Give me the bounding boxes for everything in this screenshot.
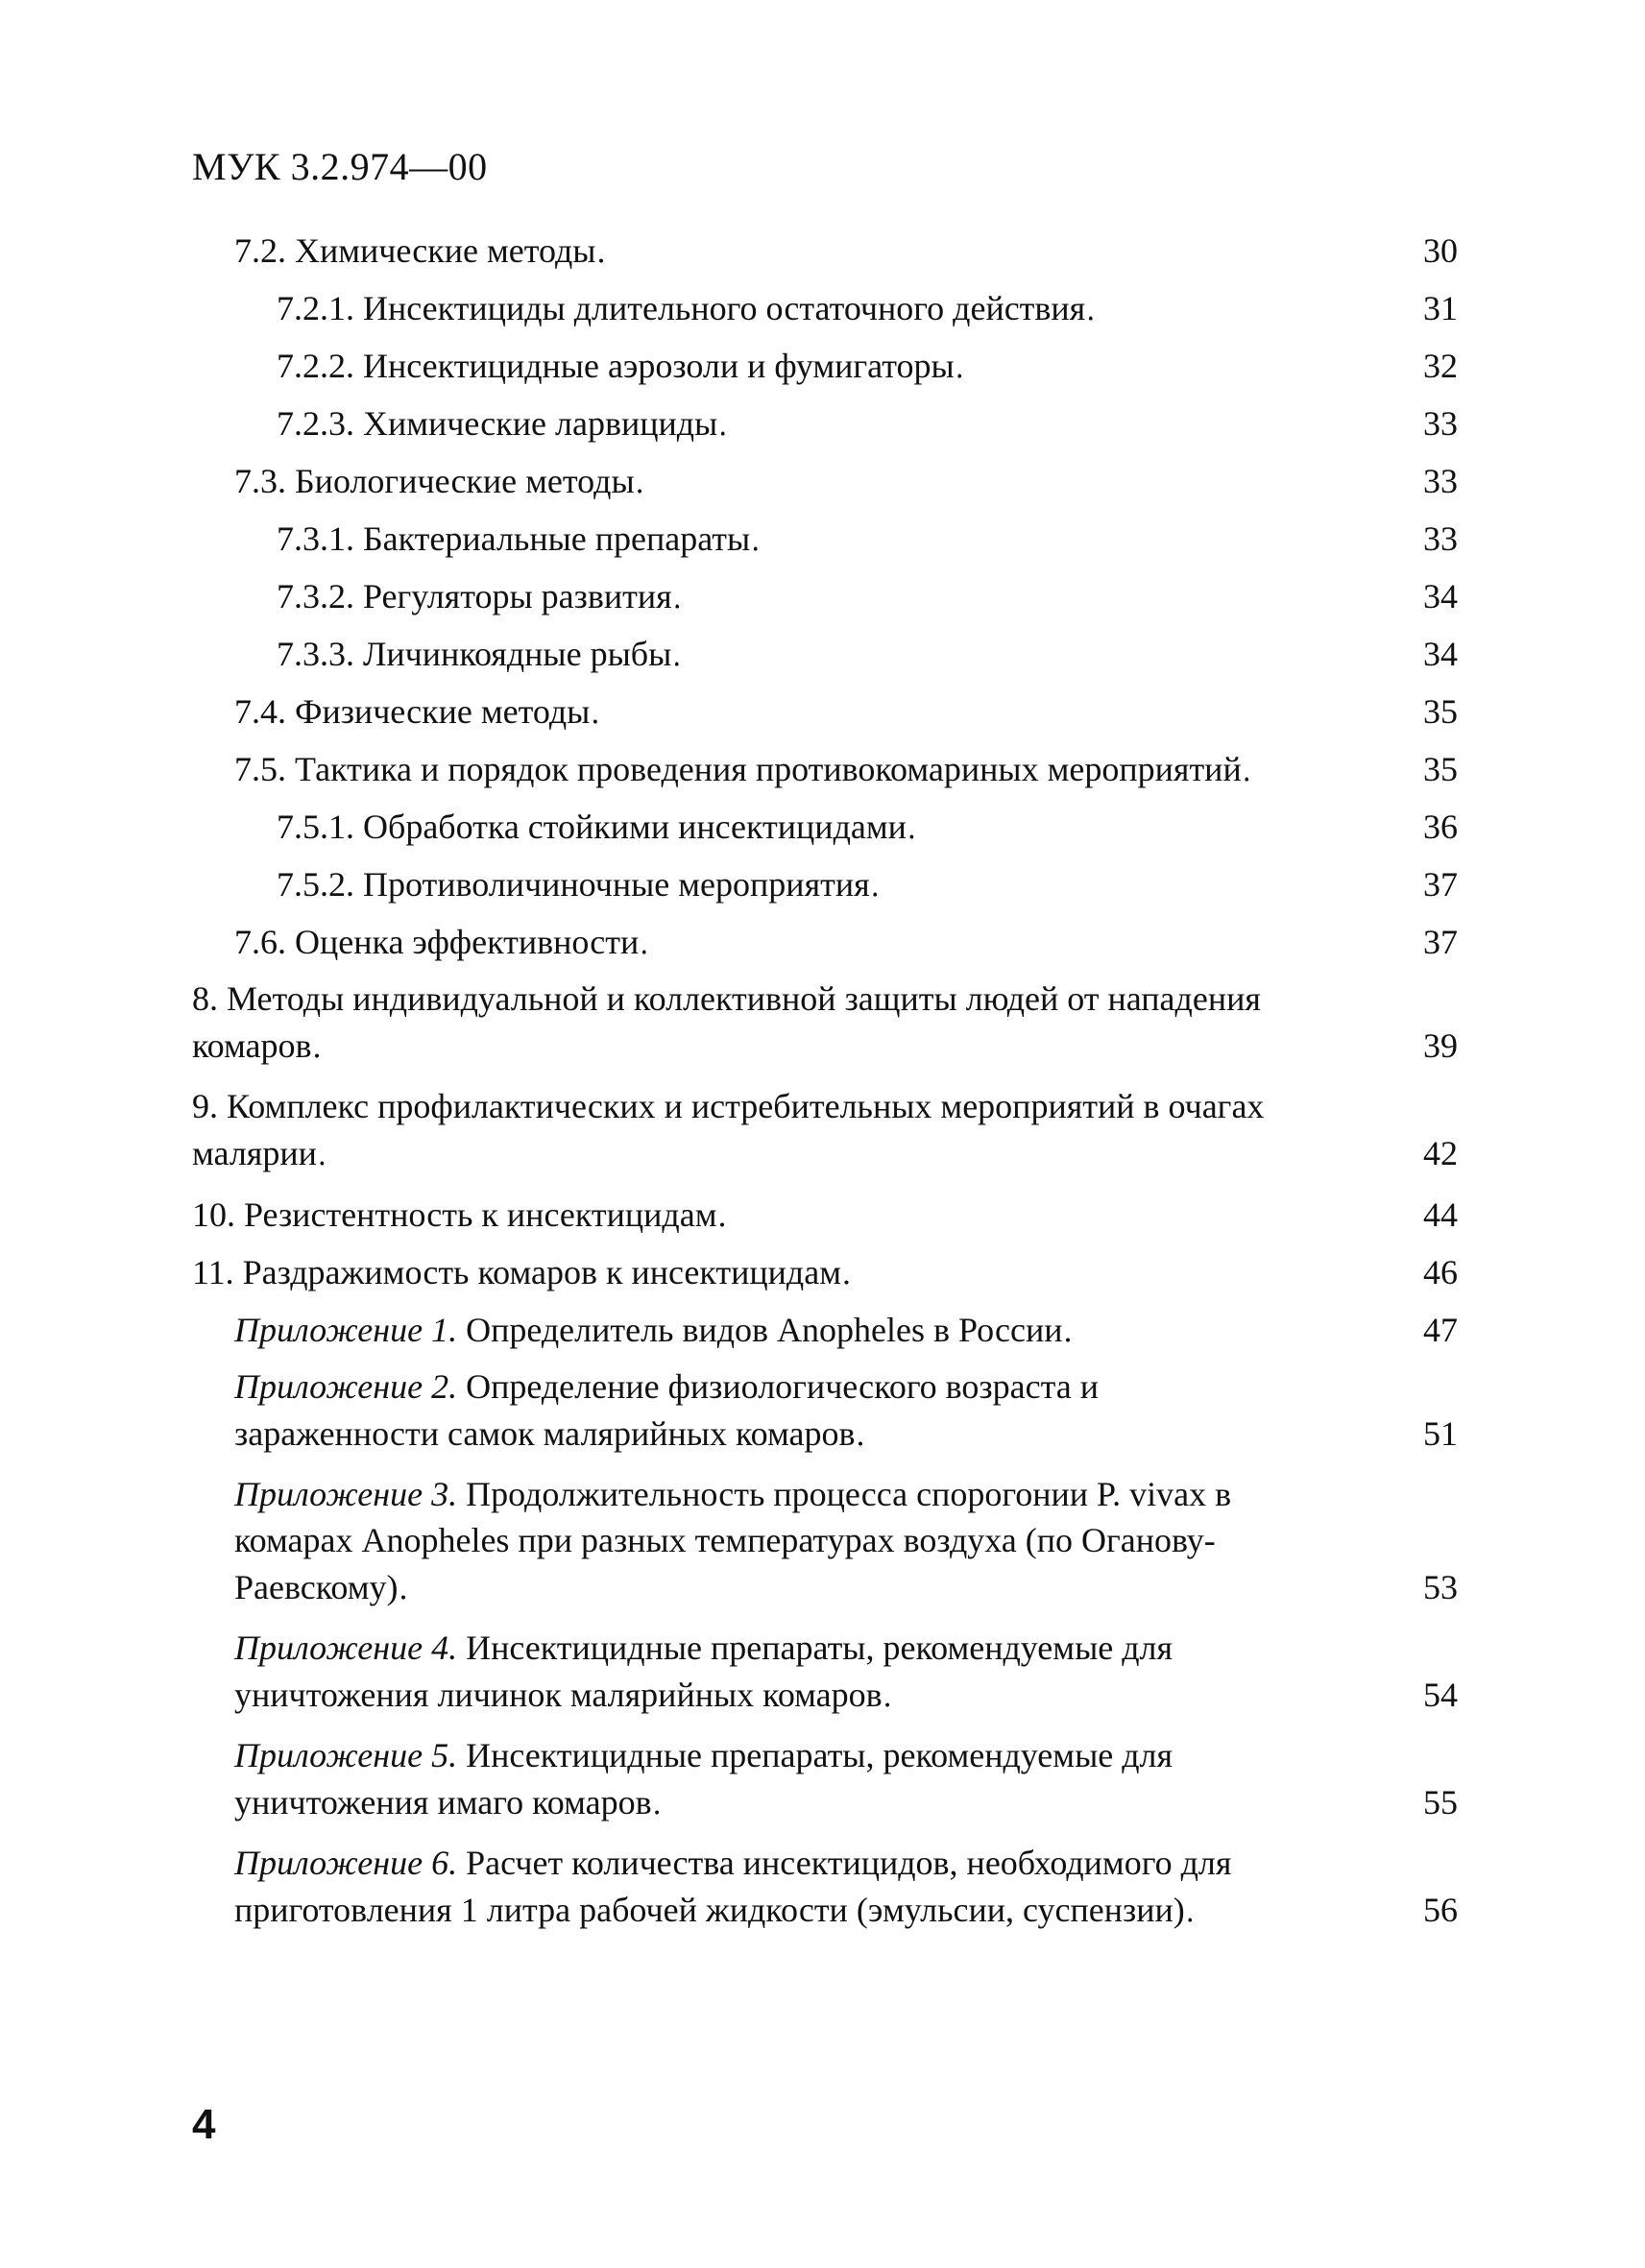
toc-page: 47 bbox=[1423, 1311, 1458, 1349]
toc-page: 33 bbox=[1423, 462, 1458, 500]
toc-page: 30 bbox=[1423, 231, 1458, 270]
toc-page: 35 bbox=[1423, 692, 1458, 731]
toc-title: 7.2.3. Химические ларвициды bbox=[277, 404, 718, 443]
toc-entry[interactable] bbox=[192, 457, 1458, 509]
toc-title-line: приготовления 1 литра рабочей жидкости (эмульсии, суспензии) bbox=[234, 1891, 1185, 1929]
toc-title: 7.5. Тактика и порядок проведения противокомариных мероприятий bbox=[234, 750, 1242, 788]
toc-title: 7.4. Физические методы bbox=[234, 692, 591, 731]
toc-title: 7.2.1. Инсектициды длительного остаточного действия bbox=[277, 289, 1086, 327]
toc-entry[interactable] bbox=[192, 515, 1458, 567]
toc-page: 46 bbox=[1423, 1253, 1458, 1291]
toc-title-line: комаров bbox=[192, 1026, 312, 1065]
appendix-label: Приложение 4. bbox=[234, 1629, 458, 1667]
toc-entry[interactable] bbox=[192, 227, 1458, 278]
toc-title: Определитель видов Anopheles в России bbox=[457, 1311, 1063, 1349]
toc-entry[interactable] bbox=[192, 630, 1458, 682]
toc-entry[interactable] bbox=[192, 860, 1458, 912]
toc-title: 7.2.2. Инсектицидные аэрозоли и фумигаторы bbox=[277, 347, 955, 385]
dot-leader bbox=[592, 688, 1417, 739]
dot-leader bbox=[598, 227, 1418, 278]
toc-entry[interactable] bbox=[192, 745, 1458, 797]
toc-title-line: уничтожения личинок малярийных комаров bbox=[234, 1676, 883, 1714]
toc-title: 7.6. Оценка эффективности bbox=[234, 923, 640, 961]
toc-title-line: уничтожения имаго комаров bbox=[234, 1783, 652, 1822]
toc-title-line: Инсектицидные препараты, рекомендуемые для bbox=[457, 1736, 1173, 1774]
toc-title: 7.5.1. Обработка стойкими инсектицидами bbox=[277, 808, 907, 846]
toc-page: 55 bbox=[1423, 1783, 1458, 1822]
dot-leader bbox=[843, 1248, 1417, 1300]
dot-leader bbox=[872, 860, 1417, 912]
toc-page: 36 bbox=[1423, 808, 1458, 846]
toc-page: 35 bbox=[1423, 750, 1458, 788]
toc-page: 34 bbox=[1423, 635, 1458, 673]
appendix-label: Приложение 3. bbox=[234, 1475, 458, 1513]
toc-title: 7.3. Биологические методы bbox=[234, 462, 635, 500]
toc-title-line: 8. Методы индивидуальной и коллективной защиты людей от нападения bbox=[192, 979, 1261, 1018]
dot-leader bbox=[319, 1129, 1417, 1181]
dot-leader bbox=[314, 1022, 1418, 1074]
dot-leader bbox=[1087, 284, 1417, 336]
toc-title-line: зараженности самок малярийных комаров bbox=[234, 1414, 856, 1453]
toc-page: 53 bbox=[1423, 1568, 1458, 1606]
toc-appendix-entry[interactable] bbox=[192, 1625, 1458, 1723]
dot-leader bbox=[908, 803, 1417, 855]
toc-title-line: Определение физиологического возраста и bbox=[457, 1367, 1100, 1406]
table-of-contents bbox=[192, 227, 1458, 1947]
dot-leader bbox=[400, 1563, 1418, 1615]
toc-appendix-entry[interactable] bbox=[192, 1363, 1458, 1461]
dot-leader bbox=[637, 457, 1417, 509]
toc-title: 7.3.1. Бактериальные препараты bbox=[277, 519, 751, 558]
toc-page: 54 bbox=[1423, 1676, 1458, 1714]
dot-leader bbox=[956, 342, 1417, 394]
toc-page: 34 bbox=[1423, 577, 1458, 615]
dot-leader bbox=[1065, 1306, 1417, 1358]
dot-leader bbox=[674, 572, 1417, 624]
toc-title: 10. Резистентность к инсектицидам bbox=[192, 1195, 717, 1234]
toc-title-line: Продолжительность процесса спорогонии P. vivax в bbox=[457, 1475, 1232, 1513]
toc-entry[interactable] bbox=[192, 284, 1458, 336]
appendix-label: Приложение 5. bbox=[234, 1736, 458, 1774]
toc-entry[interactable] bbox=[192, 342, 1458, 394]
toc-title: 7.3.2. Регуляторы развития bbox=[277, 577, 672, 615]
toc-page: 37 bbox=[1423, 865, 1458, 904]
dot-leader bbox=[752, 515, 1417, 567]
toc-page: 33 bbox=[1423, 404, 1458, 443]
appendix-label: Приложение 1. bbox=[234, 1311, 458, 1349]
toc-title-line: комарах Anopheles при разных температурах воздуха (по Оганову- bbox=[234, 1521, 1216, 1559]
toc-entry[interactable] bbox=[192, 918, 1458, 970]
toc-page: 44 bbox=[1423, 1195, 1458, 1234]
toc-appendix-entry[interactable] bbox=[192, 1471, 1458, 1615]
toc-entry[interactable] bbox=[192, 1191, 1458, 1243]
toc-entry[interactable] bbox=[192, 1248, 1458, 1300]
toc-title: 7.5.2. Противоличиночные мероприятия bbox=[277, 865, 870, 904]
dot-leader bbox=[884, 1671, 1417, 1723]
toc-page: 31 bbox=[1423, 289, 1458, 327]
dot-leader bbox=[641, 918, 1417, 970]
toc-page: 33 bbox=[1423, 519, 1458, 558]
dot-leader bbox=[857, 1410, 1417, 1461]
toc-appendix-entry[interactable] bbox=[192, 1306, 1458, 1358]
toc-title-line: Расчет количества инсектицидов, необходимого для bbox=[457, 1844, 1232, 1882]
dot-leader bbox=[718, 1191, 1417, 1243]
toc-page: 56 bbox=[1423, 1891, 1458, 1929]
toc-page: 39 bbox=[1423, 1026, 1458, 1065]
toc-title-line: Раевскому) bbox=[234, 1568, 399, 1606]
toc-title-line: 9. Комплекс профилактических и истребительных мероприятий в очагах bbox=[192, 1087, 1265, 1125]
toc-entry[interactable] bbox=[192, 572, 1458, 624]
dot-leader bbox=[1187, 1886, 1417, 1938]
toc-page: 37 bbox=[1423, 923, 1458, 961]
toc-title: 7.3.3. Личинкоядные рыбы bbox=[277, 635, 672, 673]
document-code: МУК 3.2.974—00 bbox=[192, 145, 488, 188]
toc-entry[interactable] bbox=[192, 399, 1458, 451]
toc-page: 51 bbox=[1423, 1414, 1458, 1453]
toc-title-line: Инсектицидные препараты, рекомендуемые для bbox=[457, 1629, 1173, 1667]
toc-title-line: малярии bbox=[192, 1134, 317, 1172]
page-number: 4 bbox=[192, 2101, 216, 2148]
dot-leader bbox=[654, 1778, 1417, 1830]
toc-entry[interactable] bbox=[192, 1083, 1458, 1181]
toc-appendix-entry[interactable] bbox=[192, 1840, 1458, 1938]
toc-entry[interactable] bbox=[192, 803, 1458, 855]
dot-leader bbox=[673, 630, 1417, 682]
dot-leader bbox=[719, 399, 1417, 451]
toc-title: 7.2. Химические методы bbox=[234, 231, 596, 270]
toc-title: 11. Раздражимость комаров к инсектицидам bbox=[192, 1253, 842, 1291]
toc-entry[interactable] bbox=[192, 688, 1458, 739]
toc-page: 32 bbox=[1423, 347, 1458, 385]
appendix-label: Приложение 6. bbox=[234, 1844, 458, 1882]
toc-entry[interactable] bbox=[192, 976, 1458, 1074]
dot-leader bbox=[1244, 745, 1417, 797]
toc-appendix-entry[interactable] bbox=[192, 1732, 1458, 1830]
appendix-label: Приложение 2. bbox=[234, 1367, 458, 1406]
toc-page: 42 bbox=[1423, 1134, 1458, 1172]
